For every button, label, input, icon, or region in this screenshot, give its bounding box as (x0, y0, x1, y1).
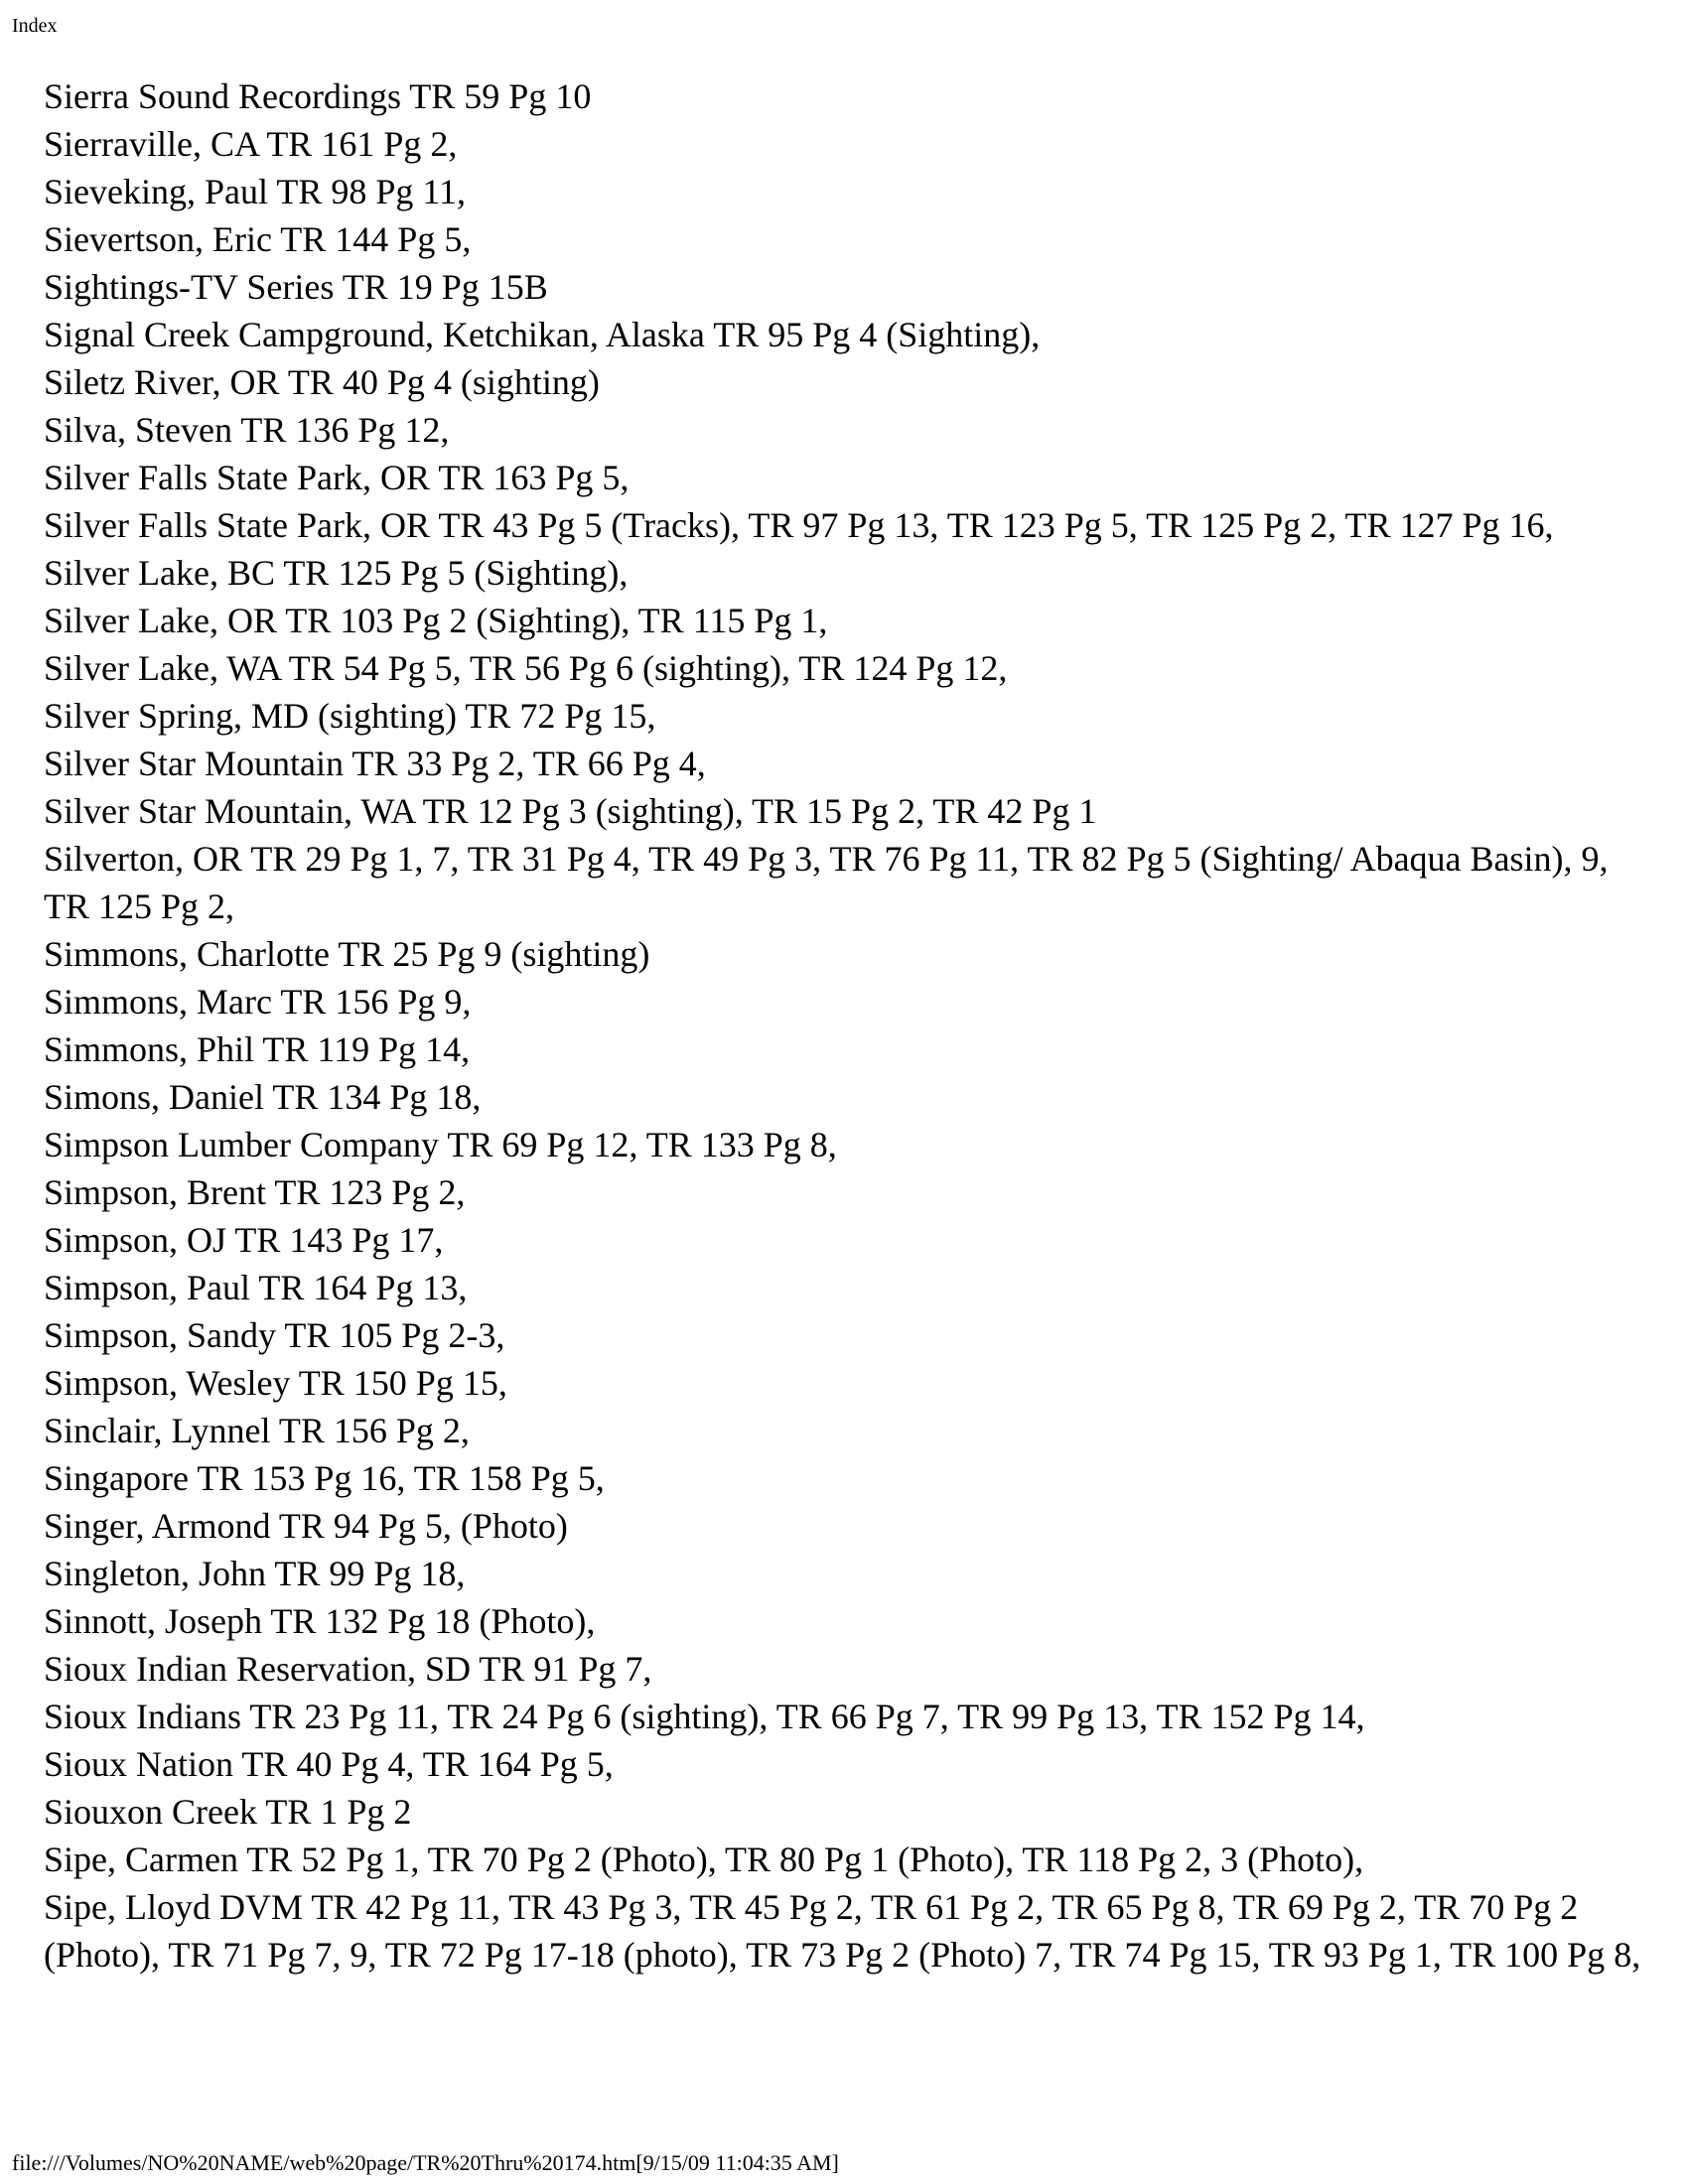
index-entry: Singer, Armond TR 94 Pg 5, (Photo) (44, 1506, 568, 1546)
index-entry: Silver Star Mountain, WA TR 12 Pg 3 (sighting), TR 15 Pg 2, TR 42 Pg 1 (44, 791, 1097, 831)
index-entry: Simpson, OJ TR 143 Pg 17, (44, 1220, 444, 1260)
index-entry: Simpson, Wesley TR 150 Pg 15, (44, 1363, 507, 1403)
index-entry: Simpson, Sandy TR 105 Pg 2-3, (44, 1315, 505, 1355)
index-entry: Sioux Indian Reservation, SD TR 91 Pg 7, (44, 1649, 652, 1689)
index-entry: Sightings-TV Series TR 19 Pg 15B (44, 267, 548, 307)
index-entry: Sioux Nation TR 40 Pg 4, TR 164 Pg 5, (44, 1744, 614, 1784)
index-entry: Simmons, Marc TR 156 Pg 9, (44, 982, 472, 1022)
index-entry: Sierra Sound Recordings TR 59 Pg 10 (44, 76, 592, 116)
index-entry: Simmons, Phil TR 119 Pg 14, (44, 1029, 471, 1069)
index-entry: Sieveking, Paul TR 98 Pg 11, (44, 172, 467, 211)
index-entry: Sinclair, Lynnel TR 156 Pg 2, (44, 1411, 470, 1450)
index-entry: Sipe, Carmen TR 52 Pg 1, TR 70 Pg 2 (Photo), TR 80 Pg 1 (Photo), TR 118 Pg 2, 3 (Photo), (44, 1840, 1364, 1879)
index-entry: Simpson, Brent TR 123 Pg 2, (44, 1172, 466, 1212)
index-entry: Sierraville, CA TR 161 Pg 2, (44, 124, 458, 164)
index-entry: Silver Spring, MD (sighting) TR 72 Pg 15, (44, 696, 656, 736)
index-entry: Sipe, Lloyd DVM TR 42 Pg 11, TR 43 Pg 3, TR 45 Pg 2, TR 61 Pg 2, TR 65 Pg 8, TR 69 Pg 2, TR 70 Pg 2 (Photo), TR 71 Pg 7, 9, TR 72 Pg 17-18 (photo), TR 73 Pg 2 (Photo) 7, TR 74 Pg 15, TR 93 Pg 1, TR 100 Pg 8, (44, 1887, 1641, 1975)
file-url-footer: file:///Volumes/NO%20NAME/web%20page/TR%20Thru%20174.htm[9/15/09 11:04:35 AM] (12, 2150, 839, 2175)
index-entry: Silva, Steven TR 136 Pg 12, (44, 410, 450, 450)
index-entry: Silver Lake, BC TR 125 Pg 5 (Sighting), (44, 553, 629, 593)
index-entry: Simmons, Charlotte TR 25 Pg 9 (sighting) (44, 934, 650, 974)
index-entry: Singapore TR 153 Pg 16, TR 158 Pg 5, (44, 1458, 605, 1498)
index-entry: Simpson, Paul TR 164 Pg 13, (44, 1268, 468, 1307)
page-title: Index (12, 15, 58, 37)
index-entry: Siletz River, OR TR 40 Pg 4 (sighting) (44, 362, 600, 402)
index-entry: Silverton, OR TR 29 Pg 1, 7, TR 31 Pg 4, TR 49 Pg 3, TR 76 Pg 11, TR 82 Pg 5 (Sighting/ Abaqua Basin), 9, TR 125 Pg 2, (44, 839, 1609, 926)
index-entry: Silver Lake, OR TR 103 Pg 2 (Sighting), TR 115 Pg 1, (44, 601, 828, 640)
index-entry: Simons, Daniel TR 134 Pg 18, (44, 1077, 482, 1117)
index-entry: Silver Falls State Park, OR TR 163 Pg 5, (44, 458, 630, 497)
index-entry: Silver Falls State Park, OR TR 43 Pg 5 (Tracks), TR 97 Pg 13, TR 123 Pg 5, TR 125 Pg 2, TR 127 Pg 16, (44, 505, 1554, 545)
index-entry: Singleton, John TR 99 Pg 18, (44, 1554, 466, 1593)
index-entry: Sievertson, Eric TR 144 Pg 5, (44, 219, 472, 259)
index-entry: Signal Creek Campground, Ketchikan, Alaska TR 95 Pg 4 (Sighting), (44, 315, 1041, 354)
index-entry: Siouxon Creek TR 1 Pg 2 (44, 1792, 412, 1832)
index-entry: Simpson Lumber Company TR 69 Pg 12, TR 133 Pg 8, (44, 1125, 837, 1164)
index-entry: Sioux Indians TR 23 Pg 11, TR 24 Pg 6 (sighting), TR 66 Pg 7, TR 99 Pg 13, TR 152 Pg 14, (44, 1697, 1365, 1736)
index-entry: Silver Lake, WA TR 54 Pg 5, TR 56 Pg 6 (sighting), TR 124 Pg 12, (44, 648, 1008, 688)
index-list (44, 72, 1652, 1979)
index-entry: Sinnott, Joseph TR 132 Pg 18 (Photo), (44, 1601, 596, 1641)
index-entry: Silver Star Mountain TR 33 Pg 2, TR 66 Pg 4, (44, 744, 706, 783)
